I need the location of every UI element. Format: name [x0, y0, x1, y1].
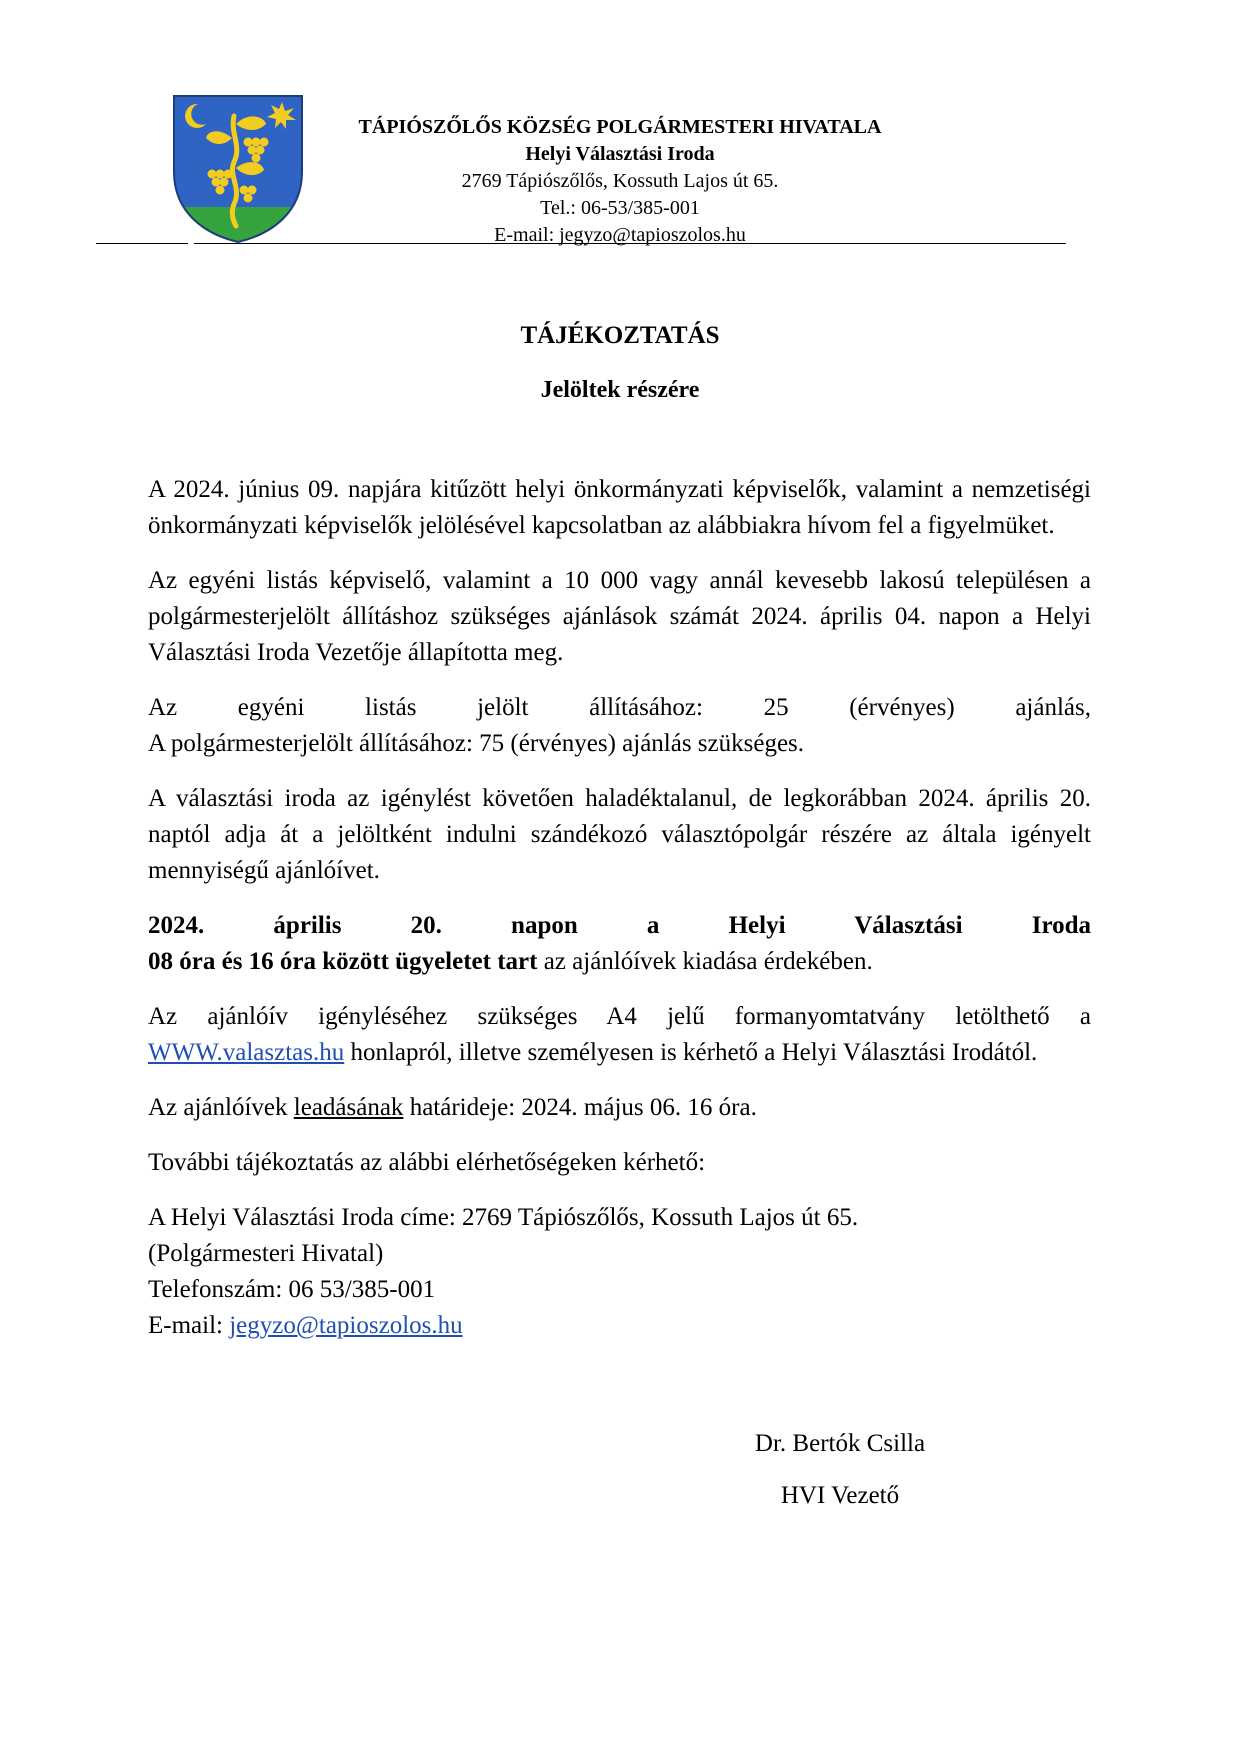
signatory-role: HVI Vezető [780, 1482, 900, 1509]
contact-phone: Telefonszám: 06 53/385-001 [148, 1276, 436, 1303]
document-subtitle: Jelöltek részére [540, 377, 700, 403]
letterhead [290, 114, 950, 249]
paragraph-deadline [148, 1090, 1091, 1126]
paragraph-form [148, 999, 1091, 1071]
paragraph-counts [148, 690, 1091, 762]
office-email: E-mail: jegyzo@tapioszolos.hu [494, 224, 746, 246]
deadline-text-end: határideje: 2024. május 06. 16 óra. [403, 1094, 757, 1121]
paragraph-intro: A 2024. június 09. napjára kitűzött helyi önkormányzati képviselők, valamint a nemzetiségi önkormányzati képviselők jelölésével kapcsolatban az alábbiakra hívom fel a figyelmüket. [148, 476, 1091, 539]
duty-hours: 08 óra és 16 óra között ügyeletet tart [148, 948, 538, 975]
duty-date: 2024. április 20. napon a Helyi Választási Iroda [148, 912, 1091, 939]
coat-of-arms-icon [172, 94, 304, 244]
count-individual: Az egyéni listás jelölt állításához: 25 (érvényes) ajánlás, [148, 694, 1091, 721]
signatory-name: Dr. Bertók Csilla [754, 1430, 926, 1457]
contact-block [148, 1200, 1091, 1344]
document-title: TÁJÉKOZTATÁS [520, 322, 720, 349]
deadline-underlined: leadásának [293, 1094, 404, 1121]
form-text-start: Az ajánlóív igényléséhez szükséges A4 jelű formanyomtatvány letölthető a [148, 1003, 1091, 1030]
office-phone: Tel.: 06-53/385-001 [540, 197, 700, 219]
deadline-text-start: Az ajánlóívek [148, 1094, 294, 1121]
paragraph-handover: A választási iroda az igénylést követően haladéktalanul, de legkorábban 2024. április 20. naptól adja át a jelöltként indulni szándékozó választópolgár részére az általa igényelt mennyiségű ajánlóívet. [148, 785, 1091, 884]
office-address: 2769 Tápiószőlős, Kossuth Lajos út 65. [461, 170, 779, 192]
office-department: Helyi Választási Iroda [525, 143, 715, 165]
paragraph-duty [148, 908, 1091, 980]
contact-email-link[interactable]: jegyzo@tapioszolos.hu [229, 1312, 463, 1339]
paragraph-recommendations: Az egyéni listás képviselő, valamint a 10 000 vagy annál kevesebb lakosú településen a polgármesterjelölt állításhoz szükséges ajánlások számát 2024. április 04. napon a Helyi Választási Iroda Vezetője állapította meg. [148, 567, 1091, 666]
duty-purpose: az ajánlóívek kiadása érdekében. [537, 948, 873, 975]
office-name: TÁPIÓSZŐLŐS KÖZSÉG POLGÁRMESTERI HIVATALA [358, 116, 882, 138]
document-body [148, 472, 1091, 1363]
contact-address: A Helyi Választási Iroda címe: 2769 Tápiószőlős, Kossuth Lajos út 65. [148, 1204, 859, 1231]
paragraph-further-info: További tájékoztatás az alábbi elérhetőségeken kérhető: [148, 1149, 706, 1176]
form-text-end: honlapról, illetve személyesen is kérhető a Helyi Választási Irodától. [344, 1039, 1038, 1066]
signature-block [740, 1418, 940, 1522]
contact-email-label: E-mail: [148, 1312, 230, 1339]
count-mayor: A polgármesterjelölt állításához: 75 (érvényes) ajánlás szükséges. [148, 730, 805, 757]
contact-office: (Polgármesteri Hivatal) [148, 1240, 384, 1267]
header-divider-right [194, 243, 1066, 244]
valasztas-link[interactable]: WWW.valasztas.hu [148, 1039, 345, 1066]
header-divider-left [96, 243, 188, 244]
